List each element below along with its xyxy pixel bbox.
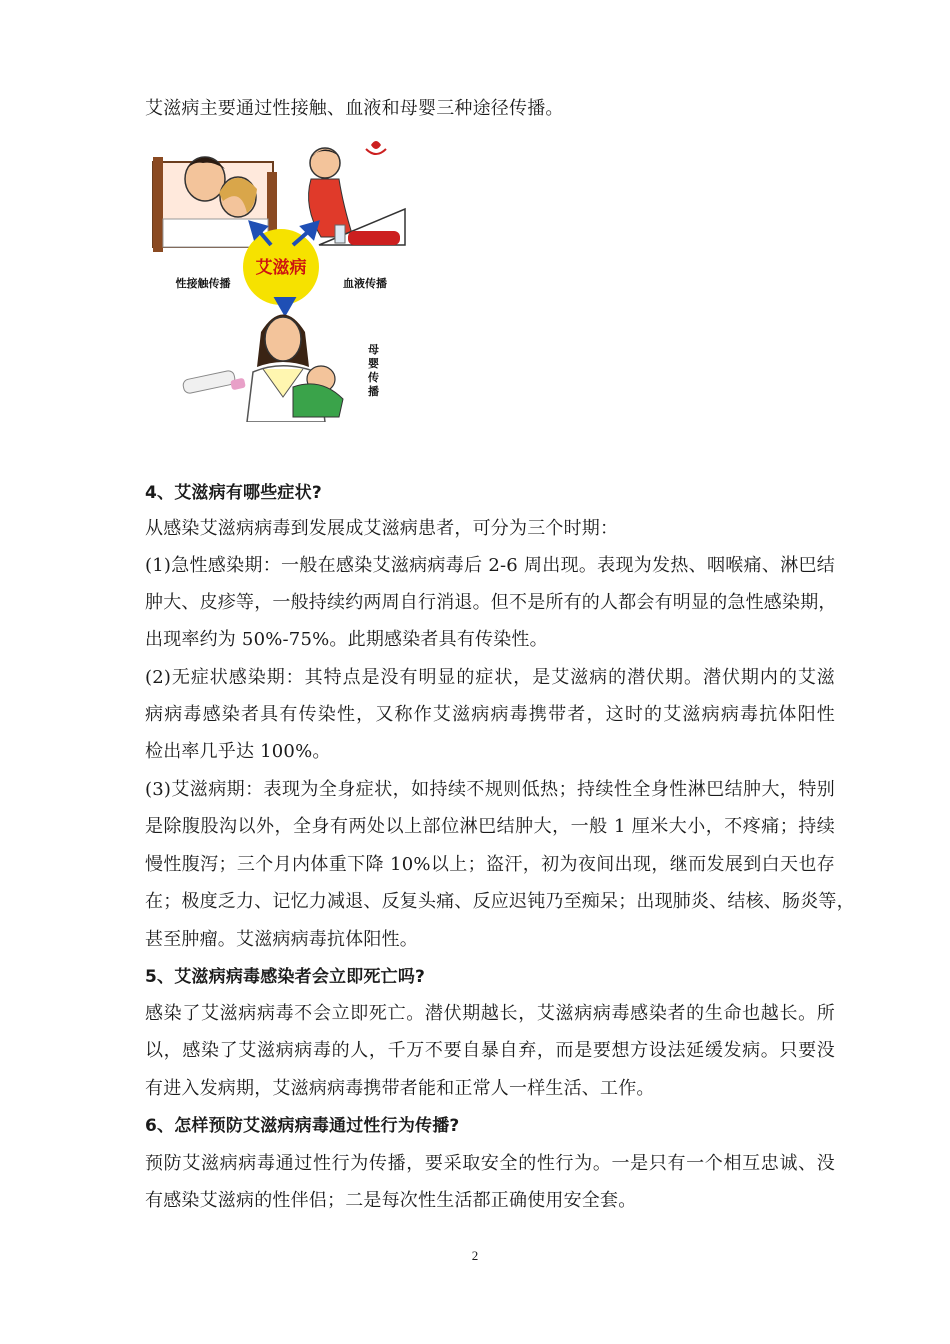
blood-label: 血液传播 — [343, 277, 387, 290]
center-label: 艾滋病 — [255, 258, 307, 278]
mother-label-char-4: 播 — [368, 385, 379, 398]
intro-text: 艾滋病主要通过性接触、血液和母婴三种途径传播。 — [145, 98, 564, 119]
s4-line-4: (2)无症状感染期：其特点是没有明显的症状，是艾滋病的潜伏期。潜伏期内的艾滋 — [145, 667, 835, 688]
s4-line-8: 是除腹股沟以外，全身有两处以上部位淋巴结肿大，一般 1 厘米大小，不疼痛；持续 — [145, 816, 835, 837]
page-number: 2 — [471, 1248, 479, 1263]
s4-line-2: 肿大、皮疹等，一般持续约两周自行消退。但不是所有的人都会有明显的急性感染期， — [145, 592, 837, 613]
s6-line-0: 预防艾滋病病毒通过性行为传播，要采取安全的性行为。一是只有一个相互忠诚、没 — [145, 1153, 835, 1174]
s4-line-1: (1)急性感染期：一般在感染艾滋病病毒后 2-6 周出现。表现为发热、咽喉痛、淋巴结 — [145, 555, 835, 576]
s4-line-9: 慢性腹泻；三个月内体重下降 10%以上；盗汗，初为夜间出现，继而发展到白天也存 — [145, 854, 835, 875]
s5-line-1: 以，感染了艾滋病病毒的人，千万不要自暴自弃，而是要想方设法延缓发病。只要没 — [145, 1040, 835, 1061]
s4-line-5: 病病毒感染者具有传染性，又称作艾滋病病毒携带者，这时的艾滋病病毒抗体阳性 — [145, 704, 835, 725]
section-4-heading: 4、艾滋病有哪些症状? — [145, 483, 322, 503]
section-6-heading: 6、怎样预防艾滋病病毒通过性行为传播? — [145, 1116, 460, 1136]
s4-line-11: 甚至肿瘤。艾滋病病毒抗体阳性。 — [145, 929, 418, 950]
s4-line-0: 从感染艾滋病病毒到发展成艾滋病患者，可分为三个时期： — [145, 518, 619, 539]
s5-line-2: 有进入发病期，艾滋病病毒携带者能和正常人一样生活、工作。 — [145, 1078, 655, 1099]
mother-label-char-2: 婴 — [368, 357, 379, 370]
mother-label-char-3: 传 — [368, 371, 379, 384]
s4-line-3: 出现率约为 50%-75%。此期感染者具有传染性。 — [145, 629, 548, 650]
s5-line-0: 感染了艾滋病病毒不会立即死亡。潜伏期越长，艾滋病病毒感染者的生命也越长。所 — [145, 1003, 835, 1024]
s6-line-1: 有感染艾滋病的性伴侣；二是每次性生活都正确使用安全套。 — [145, 1190, 637, 1211]
section-5-heading: 5、艾滋病病毒感染者会立即死亡吗? — [145, 967, 426, 987]
s4-line-6: 检出率几乎达 100%。 — [145, 741, 331, 762]
mother-label-char-1: 母 — [368, 343, 379, 356]
transmission-illustration — [143, 127, 411, 422]
s4-line-10: 在；极度乏力、记忆力减退、反复头痛、反应迟钝乃至痴呆；出现肺炎、结核、肠炎等， — [145, 891, 855, 912]
sexual-label: 性接触传播 — [175, 277, 231, 290]
s4-line-7: (3)艾滋病期：表现为全身症状，如持续不规则低热；持续性全身性淋巴结肿大，特别 — [145, 779, 835, 800]
